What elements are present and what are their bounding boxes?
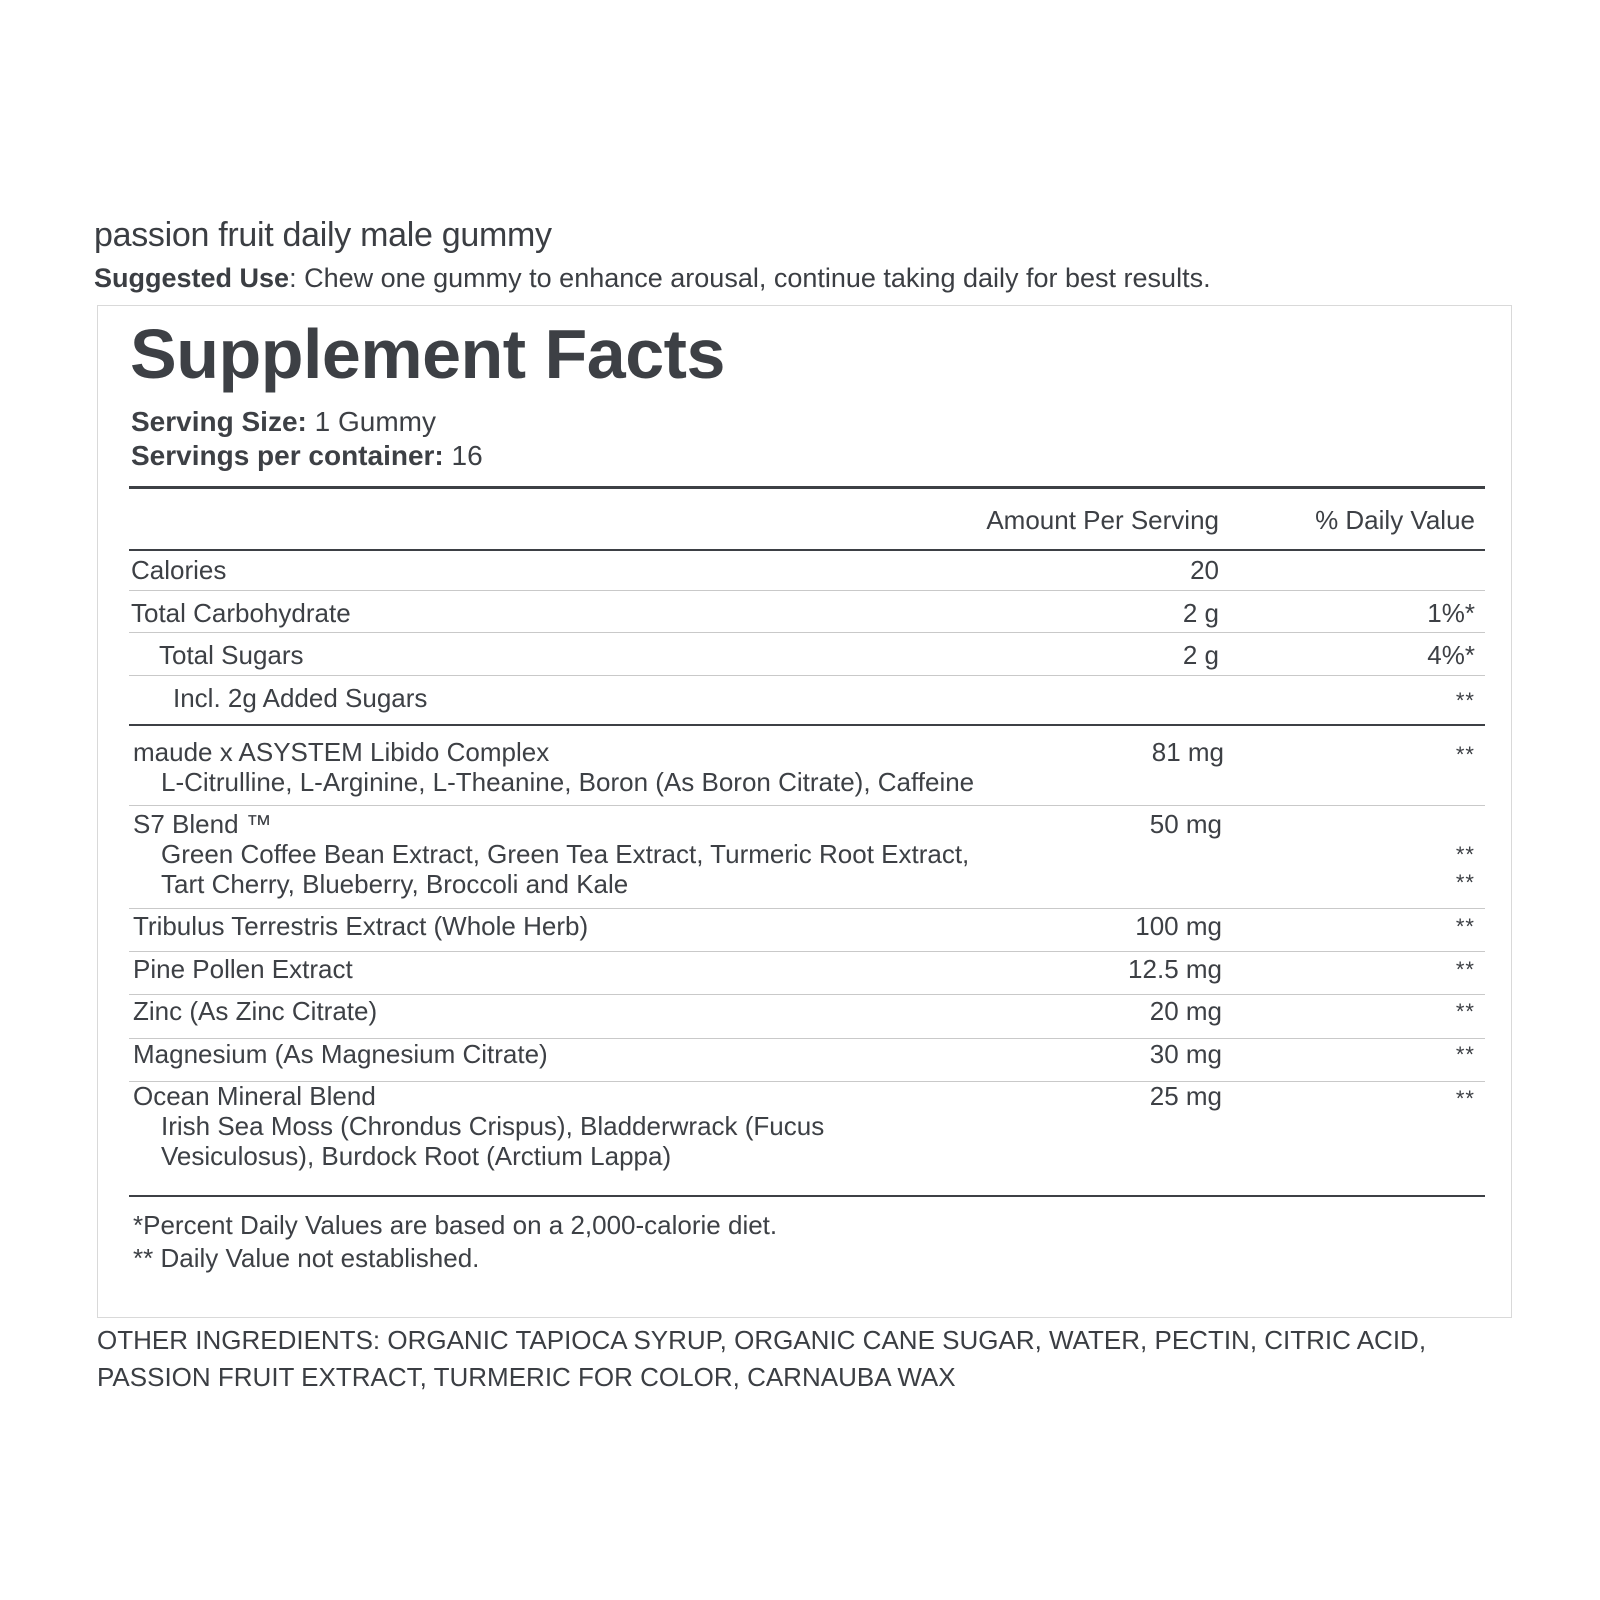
ingredient-amount: 25 mg (1149, 1081, 1222, 1111)
ingredient-dv: ** (1455, 957, 1475, 982)
suggested-use-label: Suggested Use (94, 263, 290, 293)
ingredient-dv: ** (1455, 914, 1475, 939)
ingredient-amount: 30 mg (1149, 1039, 1222, 1069)
footnote-daily-value: *Percent Daily Values are based on a 2,000-calorie diet. (133, 1210, 778, 1240)
header-daily-value: % Daily Value (1315, 505, 1475, 535)
ingredient-name: Ocean Mineral Blend (133, 1081, 376, 1111)
ingredient-amount: 12.5 mg (1128, 954, 1222, 984)
divider-row (129, 908, 1485, 909)
divider-footnotes (129, 1195, 1485, 1197)
ingredient-components: Vesiculosus), Burdock Root (Arctium Lappa) (161, 1141, 672, 1171)
other-ingredients (97, 1322, 1537, 1396)
ingredient-dv: ** (1455, 742, 1475, 767)
ingredient-dv: ** (1455, 1042, 1475, 1067)
divider-header (129, 549, 1485, 551)
ingredient-dv: ** (1455, 999, 1475, 1024)
servings-per-container (131, 440, 483, 472)
nutrient-amount: 2 g (1182, 598, 1219, 628)
nutrient-name: Incl. 2g Added Sugars (173, 683, 428, 713)
other-ingredients-line: OTHER INGREDIENTS: ORGANIC TAPIOCA SYRUP, ORGANIC CANE SUGAR, WATER, PECTIN, CITRIC ACID, (97, 1325, 1427, 1355)
suggested-use-text: : Chew one gummy to enhance arousal, continue taking daily for best results. (289, 263, 1211, 293)
divider-row (129, 632, 1485, 633)
header-amount: Amount Per Serving (986, 505, 1219, 535)
ingredient-dv: ** (1455, 842, 1475, 867)
divider-row (129, 805, 1485, 806)
other-ingredients-line: PASSION FRUIT EXTRACT, TURMERIC FOR COLOR, CARNAUBA WAX (97, 1362, 956, 1392)
footnote-not-established: ** Daily Value not established. (133, 1243, 480, 1273)
servings-per-value: 16 (443, 440, 483, 471)
ingredient-amount: 100 mg (1135, 911, 1222, 941)
divider-row (129, 994, 1485, 995)
ingredient-amount: 81 mg (1151, 737, 1224, 767)
serving-size-value: 1 Gummy (306, 406, 436, 437)
product-title: passion fruit daily male gummy (94, 216, 552, 254)
ingredient-amount: 50 mg (1149, 809, 1222, 839)
facts-title: Supplement Facts (130, 315, 725, 393)
nutrient-dv: 1%* (1427, 598, 1475, 628)
nutrient-amount: 20 (1190, 555, 1219, 585)
divider-thick (129, 486, 1485, 489)
ingredient-name: Pine Pollen Extract (133, 954, 353, 984)
ingredient-name: S7 Blend ™ (133, 809, 272, 839)
serving-size (131, 406, 436, 438)
servings-per-label: Servings per container: (131, 440, 444, 471)
nutrient-amount: 2 g (1182, 640, 1219, 670)
nutrient-name: Total Carbohydrate (131, 598, 351, 628)
ingredient-name: Tribulus Terrestris Extract (Whole Herb) (133, 911, 589, 941)
nutrient-dv: 4%* (1427, 640, 1475, 670)
ingredient-components: L-Citrulline, L-Arginine, L-Theanine, Boron (As Boron Citrate), Caffeine (161, 767, 975, 797)
divider-row (129, 951, 1485, 952)
ingredient-name: Magnesium (As Magnesium Citrate) (133, 1039, 548, 1069)
nutrient-name: Calories (131, 555, 227, 585)
ingredient-components: Tart Cherry, Blueberry, Broccoli and Kale (161, 869, 629, 899)
divider-section (129, 724, 1485, 726)
ingredient-amount: 20 mg (1149, 996, 1222, 1026)
ingredient-components: Irish Sea Moss (Chrondus Crispus), Bladderwrack (Fucus (161, 1111, 825, 1141)
nutrient-name: Total Sugars (159, 640, 304, 670)
serving-size-label: Serving Size: (131, 406, 307, 437)
ingredient-name: maude x ASYSTEM Libido Complex (133, 737, 550, 767)
suggested-use (94, 263, 1211, 294)
ingredient-components: Green Coffee Bean Extract, Green Tea Extract, Turmeric Root Extract, (161, 839, 970, 869)
divider-row (129, 590, 1485, 591)
supplement-facts-panel (97, 305, 1512, 1318)
ingredient-name: Zinc (As Zinc Citrate) (133, 996, 378, 1026)
divider-row (129, 675, 1485, 676)
ingredient-dv: ** (1455, 870, 1475, 895)
nutrient-dv: ** (1455, 688, 1475, 713)
ingredient-dv: ** (1455, 1086, 1475, 1111)
